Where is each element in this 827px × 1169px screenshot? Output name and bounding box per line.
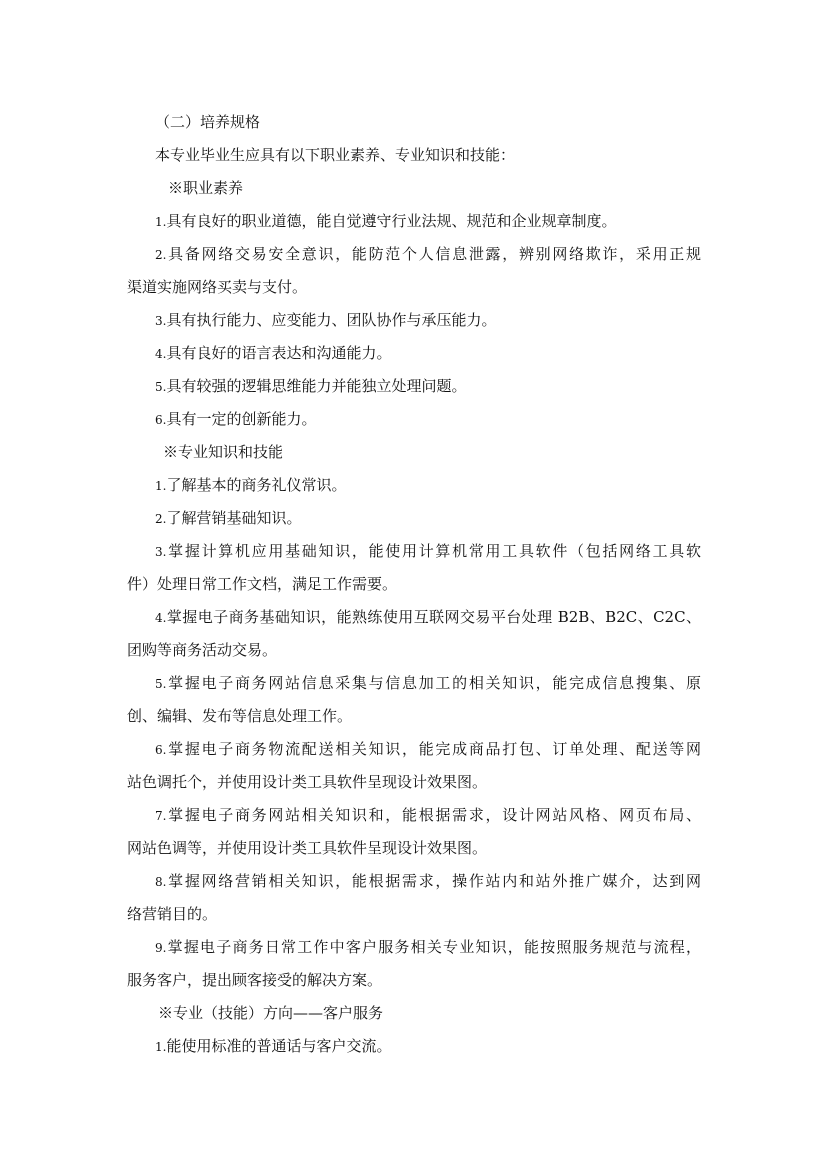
list-item — [155, 739, 701, 760]
item-text: 具有较强的逻辑思维能力并能独立处理问题。 — [166, 377, 467, 395]
item-number: 3. — [155, 314, 167, 328]
list-item — [155, 409, 316, 430]
item-number: 3. — [155, 545, 167, 559]
list-item — [155, 607, 701, 628]
item-number: 5. — [155, 677, 167, 691]
group-title-professional-quality: ※职业素养 — [168, 179, 244, 197]
list-item — [155, 376, 466, 397]
list-item — [155, 541, 701, 562]
item-number: 7. — [155, 809, 167, 823]
item-number: 8. — [155, 875, 167, 889]
item-text: 具有执行能力、应变能力、团队协作与承压能力。 — [166, 311, 497, 329]
item-number: 4. — [155, 347, 167, 361]
item-number: 2. — [155, 248, 167, 262]
item-text-continuation: 团购等商务活动交易。 — [127, 641, 278, 659]
list-item — [155, 310, 496, 331]
item-number: 1. — [155, 1040, 167, 1054]
list-item — [155, 805, 701, 826]
list-item — [155, 211, 616, 232]
list-item — [155, 871, 701, 892]
list-item — [155, 1036, 391, 1057]
list-item — [155, 475, 346, 496]
item-text-continuation: 渠道实施网络买卖与支付。 — [127, 278, 308, 296]
intro-paragraph: 本专业毕业生应具有以下职业素养、专业知识和技能： — [155, 146, 516, 164]
list-item — [155, 673, 701, 694]
list-item — [155, 244, 701, 265]
list-item — [155, 508, 301, 529]
list-item — [155, 343, 391, 364]
group-title-knowledge-skills: ※专业知识和技能 — [163, 443, 284, 461]
item-text: 掌握电子商务基础知识，能熟练使用互联网交易平台处理 B2B、B2C、C2C、 — [166, 608, 701, 626]
item-text: 掌握网络营销相关知识，能根据需求，操作站内和站外推广媒介，达到网 — [166, 872, 701, 890]
item-text: 掌握计算机应用基础知识，能使用计算机常用工具软件（包括网络工具软 — [166, 542, 701, 560]
item-number: 6. — [155, 743, 167, 757]
item-text: 了解营销基础知识。 — [166, 509, 302, 527]
item-number: 4. — [155, 611, 167, 625]
item-text-continuation: 网站色调等，并使用设计类工具软件呈现设计效果图。 — [127, 839, 488, 857]
item-number: 5. — [155, 380, 167, 394]
list-item — [155, 937, 701, 958]
group-title-customer-service: ※专业（技能）方向——客户服务 — [158, 1004, 384, 1022]
item-text: 具有良好的职业道德，能自觉遵守行业法规、规范和企业规章制度。 — [166, 212, 617, 230]
item-text: 掌握电子商务日常工作中客户服务相关专业知识，能按照服务规范与流程， — [166, 938, 701, 956]
section-heading: （二）培养规格 — [155, 113, 261, 131]
item-text-continuation: 创、编辑、发布等信息处理工作。 — [127, 707, 353, 725]
item-number: 2. — [155, 512, 167, 526]
item-number: 1. — [155, 215, 167, 229]
item-text: 掌握电子商务物流配送相关知识，能完成商品打包、订单处理、配送等网 — [166, 740, 701, 758]
item-text: 能使用标准的普通话与客户交流。 — [166, 1037, 392, 1055]
item-text-continuation: 络营销目的。 — [127, 905, 218, 923]
item-number: 1. — [155, 479, 167, 493]
item-text: 掌握电子商务网站信息采集与信息加工的相关知识，能完成信息搜集、原 — [166, 674, 701, 692]
item-text: 具有良好的语言表达和沟通能力。 — [166, 344, 392, 362]
item-text: 具备网络交易安全意识，能防范个人信息泄露，辨别网络欺诈，采用正规 — [166, 245, 701, 263]
item-text: 具有一定的创新能力。 — [166, 410, 317, 428]
item-number: 9. — [155, 941, 167, 955]
item-number: 6. — [155, 413, 167, 427]
item-text-continuation: 服务客户，提出顾客接受的解决方案。 — [127, 971, 383, 989]
item-text-continuation: 件）处理日常工作文档，满足工作需要。 — [127, 575, 398, 593]
item-text: 掌握电子商务网站相关知识和，能根据需求，设计网站风格、网页布局、 — [166, 806, 701, 824]
item-text-continuation: 站色调托个，并使用设计类工具软件呈现设计效果图。 — [127, 773, 488, 791]
item-text: 了解基本的商务礼仪常识。 — [166, 476, 347, 494]
